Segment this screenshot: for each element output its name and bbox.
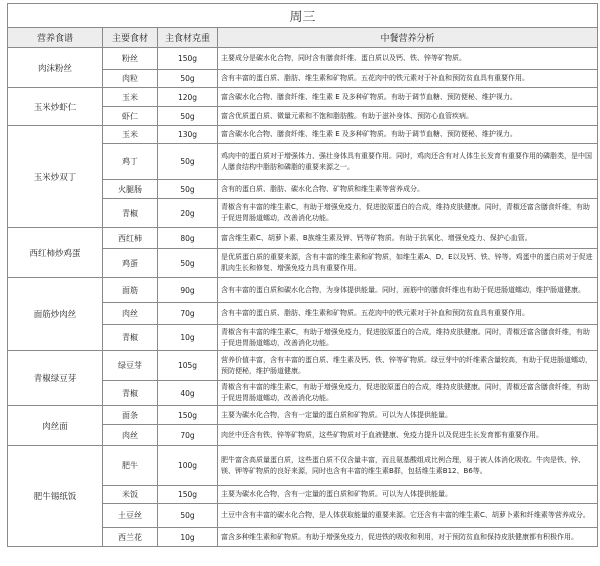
nutrition-table bbox=[7, 3, 598, 547]
header-weight: 主食材克重 bbox=[158, 28, 218, 48]
weight-cell: 150g bbox=[158, 486, 218, 504]
analysis-cell: 肉丝中还含有铁、锌等矿物质，这些矿物质对于血液健康、免疫力提升以及促进生长发育都有重要作用。 bbox=[218, 425, 598, 446]
ingredient-cell: 粉丝 bbox=[103, 48, 158, 70]
analysis-cell: 含有丰富的蛋白质、脂肪、维生素和矿物质。五花肉中的铁元素对于补血和预防贫血具有重要作用。 bbox=[218, 303, 598, 325]
weight-cell: 80g bbox=[158, 228, 218, 249]
analysis-cell: 土豆中含有丰富的碳水化合物，是人体获取能量的重要来源。它还含有丰富的维生素C、胡萝卜素和纤维素等营养成分。 bbox=[218, 504, 598, 528]
weight-cell: 90g bbox=[158, 278, 218, 303]
recipe-name: 肉沫粉丝 bbox=[8, 48, 103, 88]
header-row bbox=[8, 28, 598, 48]
ingredient-cell: 面筋 bbox=[103, 278, 158, 303]
analysis-cell: 青椒含有丰富的维生素C，有助于增强免疫力，促进胶原蛋白的合成，维持皮肤健康。同时，青椒还富含膳食纤维，有助于促进胃肠道蠕动，改善消化功能。 bbox=[218, 381, 598, 406]
analysis-cell: 主要为碳水化合物，含有一定量的蛋白质和矿物质。可以为人体提供能量。 bbox=[218, 486, 598, 504]
analysis-cell: 富含多种维生素和矿物质。有助于增强免疫力，促进铁的吸收和利用，对于预防贫血和保持皮肤健康都有积极作用。 bbox=[218, 528, 598, 547]
ingredient-cell: 肉粒 bbox=[103, 70, 158, 88]
table-row bbox=[8, 228, 598, 249]
analysis-cell: 含有的蛋白质、脂肪、碳水化合物、矿物质和维生素等营养成分。 bbox=[218, 180, 598, 199]
analysis-cell: 富含碳水化合物、膳食纤维、维生素 E 及多种矿物质。有助于调节血糖、预防便秘、维护视力。 bbox=[218, 126, 598, 144]
table-row bbox=[8, 278, 598, 303]
weight-cell: 50g bbox=[158, 107, 218, 126]
weight-cell: 50g bbox=[158, 144, 218, 180]
weight-cell: 130g bbox=[158, 126, 218, 144]
table-row bbox=[8, 406, 598, 425]
ingredient-cell: 绿豆芽 bbox=[103, 351, 158, 381]
weight-cell: 150g bbox=[158, 48, 218, 70]
ingredient-cell: 玉米 bbox=[103, 126, 158, 144]
table-row bbox=[8, 48, 598, 70]
recipe-name: 面筋炒肉丝 bbox=[8, 278, 103, 351]
analysis-cell: 含有丰富的蛋白质和碳水化合物，为身体提供能量。同时，面筋中的膳食纤维也有助于促进肠道蠕动，维护肠道健康。 bbox=[218, 278, 598, 303]
analysis-cell: 青椒含有丰富的维生素C，有助于增强免疫力，促进胶原蛋白的合成，维持皮肤健康。同时，青椒还富含膳食纤维，有助于促进胃肠道蠕动，改善消化功能。 bbox=[218, 325, 598, 351]
ingredient-cell: 火腿肠 bbox=[103, 180, 158, 199]
analysis-cell: 青椒含有丰富的维生素C，有助于增强免疫力，促进胶原蛋白的合成，维持皮肤健康。同时，青椒还富含膳食纤维，有助于促进胃肠道蠕动，改善消化功能。 bbox=[218, 199, 598, 228]
weight-cell: 10g bbox=[158, 528, 218, 547]
ingredient-cell: 肉丝 bbox=[103, 425, 158, 446]
header-analysis: 中餐营养分析 bbox=[218, 28, 598, 48]
ingredient-cell: 米饭 bbox=[103, 486, 158, 504]
analysis-cell: 鸡肉中的蛋白质对于增强体力、强壮身体具有重要作用。同时，鸡肉还含有对人体生长发育有重要作用的磷脂类，是中国人膳食结构中脂肪和磷脂的重要来源之一。 bbox=[218, 144, 598, 180]
recipe-name: 肉丝面 bbox=[8, 406, 103, 446]
ingredient-cell: 青椒 bbox=[103, 325, 158, 351]
ingredient-cell: 青椒 bbox=[103, 199, 158, 228]
weight-cell: 10g bbox=[158, 325, 218, 351]
weight-cell: 70g bbox=[158, 303, 218, 325]
table-row bbox=[8, 88, 598, 107]
analysis-cell: 是优质蛋白质的重要来源，含有丰富的维生素和矿物质，如维生素A、D、E以及钙、铁、锌等。鸡蛋中的蛋白质对于促进肌肉生长和修复、增强免疫力具有重要作用。 bbox=[218, 249, 598, 278]
weight-cell: 100g bbox=[158, 446, 218, 486]
weight-cell: 20g bbox=[158, 199, 218, 228]
header-recipe: 营养食谱 bbox=[8, 28, 103, 48]
table-row bbox=[8, 351, 598, 381]
analysis-cell: 含有丰富的蛋白质、脂肪、维生素和矿物质。五花肉中的铁元素对于补血和预防贫血具有重要作用。 bbox=[218, 70, 598, 88]
weight-cell: 120g bbox=[158, 88, 218, 107]
weight-cell: 50g bbox=[158, 70, 218, 88]
ingredient-cell: 肉丝 bbox=[103, 303, 158, 325]
ingredient-cell: 土豆丝 bbox=[103, 504, 158, 528]
table-row bbox=[8, 446, 598, 486]
analysis-cell: 营养价值丰富，含有丰富的蛋白质、维生素及钙、铁、锌等矿物质。绿豆芽中的纤维素含量较高，有助于促进肠道蠕动，预防便秘，维护肠道健康。 bbox=[218, 351, 598, 381]
ingredient-cell: 玉米 bbox=[103, 88, 158, 107]
weight-cell: 150g bbox=[158, 406, 218, 425]
recipe-name: 西红柿炒鸡蛋 bbox=[8, 228, 103, 278]
analysis-cell: 富含碳水化合物、膳食纤维、维生素 E 及多种矿物质。有助于调节血糖、预防便秘、维护视力。 bbox=[218, 88, 598, 107]
weight-cell: 105g bbox=[158, 351, 218, 381]
table-row bbox=[8, 126, 598, 144]
analysis-cell: 肥牛富含高质量蛋白质，这些蛋白质不仅含量丰富，而且氨基酸组成比例合理，易于被人体消化吸收。牛肉是铁、锌、镁、钾等矿物质的良好来源，同时也含有丰富的维生素B群，包括维生素B12、B6等。 bbox=[218, 446, 598, 486]
ingredient-cell: 面条 bbox=[103, 406, 158, 425]
day-title: 周三 bbox=[8, 4, 598, 28]
weight-cell: 50g bbox=[158, 504, 218, 528]
analysis-cell: 主要成分是碳水化合物，同时含有膳食纤维、蛋白质以及钙、铁、锌等矿物质。 bbox=[218, 48, 598, 70]
weight-cell: 50g bbox=[158, 249, 218, 278]
ingredient-cell: 西兰花 bbox=[103, 528, 158, 547]
ingredient-cell: 青椒 bbox=[103, 381, 158, 406]
ingredient-cell: 虾仁 bbox=[103, 107, 158, 126]
ingredient-cell: 肥牛 bbox=[103, 446, 158, 486]
recipe-name: 肥牛锡纸饭 bbox=[8, 446, 103, 547]
ingredient-cell: 鸡蛋 bbox=[103, 249, 158, 278]
weight-cell: 40g bbox=[158, 381, 218, 406]
analysis-cell: 主要为碳水化合物，含有一定量的蛋白质和矿物质。可以为人体提供能量。 bbox=[218, 406, 598, 425]
weight-cell: 70g bbox=[158, 425, 218, 446]
header-ingredient: 主要食材 bbox=[103, 28, 158, 48]
ingredient-cell: 鸡丁 bbox=[103, 144, 158, 180]
analysis-cell: 富含维生素C、胡萝卜素、B族维生素及钾、钙等矿物质。有助于抗氧化、增强免疫力、保护心血管。 bbox=[218, 228, 598, 249]
analysis-cell: 富含优质蛋白质、微量元素和不饱和脂肪酸。有助于滋补身体、预防心血管疾病。 bbox=[218, 107, 598, 126]
recipe-name: 青椒绿豆芽 bbox=[8, 351, 103, 406]
ingredient-cell: 西红柿 bbox=[103, 228, 158, 249]
title-row bbox=[8, 4, 598, 28]
recipe-name: 玉米炒虾仁 bbox=[8, 88, 103, 126]
recipe-name: 玉米炒双丁 bbox=[8, 126, 103, 228]
weight-cell: 50g bbox=[158, 180, 218, 199]
